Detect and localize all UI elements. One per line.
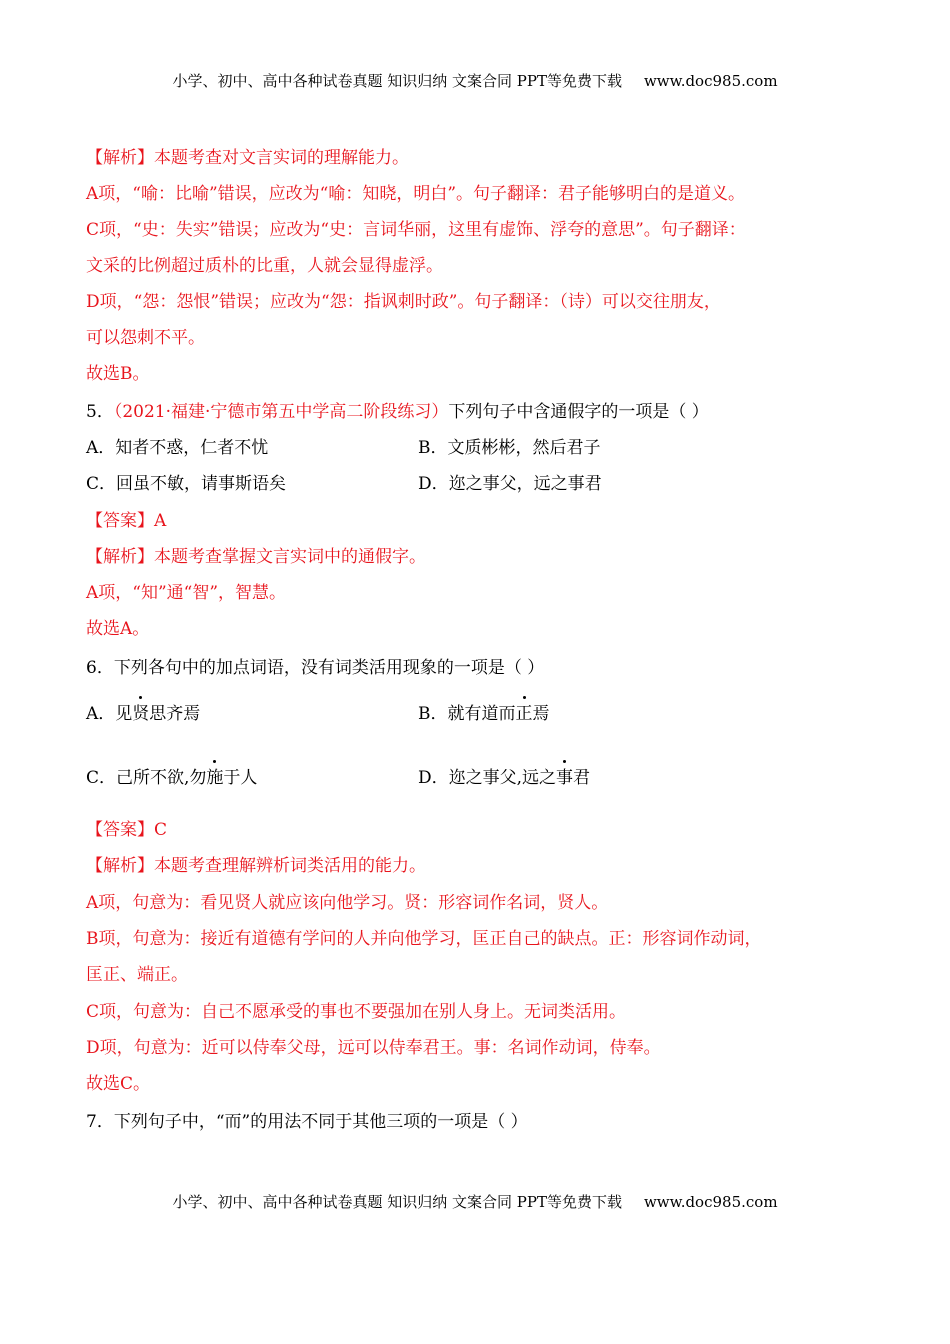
- q5-analysis: 【解析】本题考查掌握文言实词中的通假字。: [86, 547, 426, 567]
- q6-option-a-post: 思齐焉: [149, 704, 201, 724]
- q6-option-d: [418, 766, 590, 790]
- q4-option-c-analysis-2: 文采的比例超过质朴的比重，人就会显得虚浮。: [86, 256, 443, 276]
- q5-answer: 【答案】A: [86, 511, 167, 531]
- footer-url[interactable]: www.doc985.com: [643, 1193, 778, 1211]
- q6-option-c-analysis: C项，句意为：自己不愿承受的事也不要强加在别人身上。无词类活用。: [86, 1002, 627, 1022]
- q6-option-c-dotted: 施: [206, 768, 224, 788]
- q6-option-d-dotted: 事: [556, 768, 574, 788]
- q5-option-b: B．文质彬彬，然后君子: [418, 438, 601, 458]
- q6-option-b-pre: B．就有道而: [418, 704, 516, 724]
- q5-option-d: D．迩之事父，远之事君: [418, 474, 602, 494]
- q6-option-a-dotted: 贤: [132, 704, 150, 724]
- q6-answer: 【答案】C: [86, 820, 168, 840]
- q6-option-c-pre: C．己所不欲,勿: [86, 768, 207, 788]
- q6-option-d-pre: D．迩之事父,远之: [418, 768, 557, 788]
- q5-conclusion: 故选A。: [86, 619, 150, 639]
- q4-option-d-analysis-2: 可以怨刺不平。: [86, 328, 205, 348]
- q5-stem-text: 下列句子中含通假字的一项是（ ）: [448, 402, 709, 422]
- q4-analysis: 【解析】本题考查对文言实词的理解能力。: [86, 148, 409, 168]
- q5-source: （2021·福建·宁德市第五中学高二阶段练习）: [113, 402, 449, 422]
- q6-option-d-analysis: D项，句意为：近可以侍奉父母，远可以侍奉君王。事：名词作动词，侍奉。: [86, 1038, 661, 1058]
- q6-option-a: [86, 702, 200, 726]
- q6-option-b-dotted: 正: [515, 704, 533, 724]
- header-text: 小学、初中、高中各种试卷真题 知识归纳 文案合同 PPT等免费下载: [172, 72, 622, 90]
- q6-option-c: [86, 766, 257, 790]
- q4-conclusion: 故选B。: [86, 364, 150, 384]
- q5-option-a-analysis: A项，“知”通“智”，智慧。: [86, 583, 287, 603]
- q6-stem: 6．下列各句中的加点词语，没有词类活用现象的一项是（ ）: [86, 658, 545, 678]
- q4-option-a-analysis: A项，“喻：比喻”错误，应改为“喻：知晓，明白”。句子翻译：君子能够明白的是道义。: [86, 184, 746, 204]
- q6-option-b-analysis-2: 匡正、端正。: [86, 965, 188, 985]
- header-url[interactable]: www.doc985.com: [643, 72, 778, 90]
- q6-option-b-analysis-1: B项，句意为：接近有道德有学问的人并向他学习，匡正自己的缺点。正：形容词作动词，: [86, 929, 762, 949]
- page-header: [0, 70, 950, 91]
- q6-option-d-post: 君: [573, 768, 591, 788]
- q6-option-c-post: 于人: [223, 768, 258, 788]
- q4-option-d-analysis-1: D项，“怨：怨恨”错误；应改为“怨：指讽刺时政”。句子翻译：（诗）可以交往朋友，: [86, 292, 721, 312]
- q4-option-c-analysis-1: C项，“史：失实”错误；应改为“史：言词华丽，这里有虚饰、浮夸的意思”。句子翻译：: [86, 220, 746, 240]
- q5-option-a: A．知者不惑，仁者不忧: [86, 438, 269, 458]
- q6-option-a-pre: A．见: [86, 704, 133, 724]
- q6-analysis: 【解析】本题考查理解辨析词类活用的能力。: [86, 856, 426, 876]
- q6-option-a-analysis: A项，句意为：看见贤人就应该向他学习。贤：形容词作名词，贤人。: [86, 893, 609, 913]
- page-footer: [0, 1191, 950, 1212]
- q6-conclusion: 故选C。: [86, 1074, 151, 1094]
- q7-stem: 7．下列句子中，“而”的用法不同于其他三项的一项是（ ）: [86, 1112, 528, 1132]
- q5-stem: [86, 400, 709, 424]
- q5-number: 5．: [86, 402, 114, 422]
- q6-option-b: [418, 702, 550, 726]
- q6-option-b-post: 焉: [532, 704, 550, 724]
- q5-option-c: C．回虽不敏，请事斯语矣: [86, 474, 287, 494]
- footer-text: 小学、初中、高中各种试卷真题 知识归纳 文案合同 PPT等免费下载: [172, 1193, 622, 1211]
